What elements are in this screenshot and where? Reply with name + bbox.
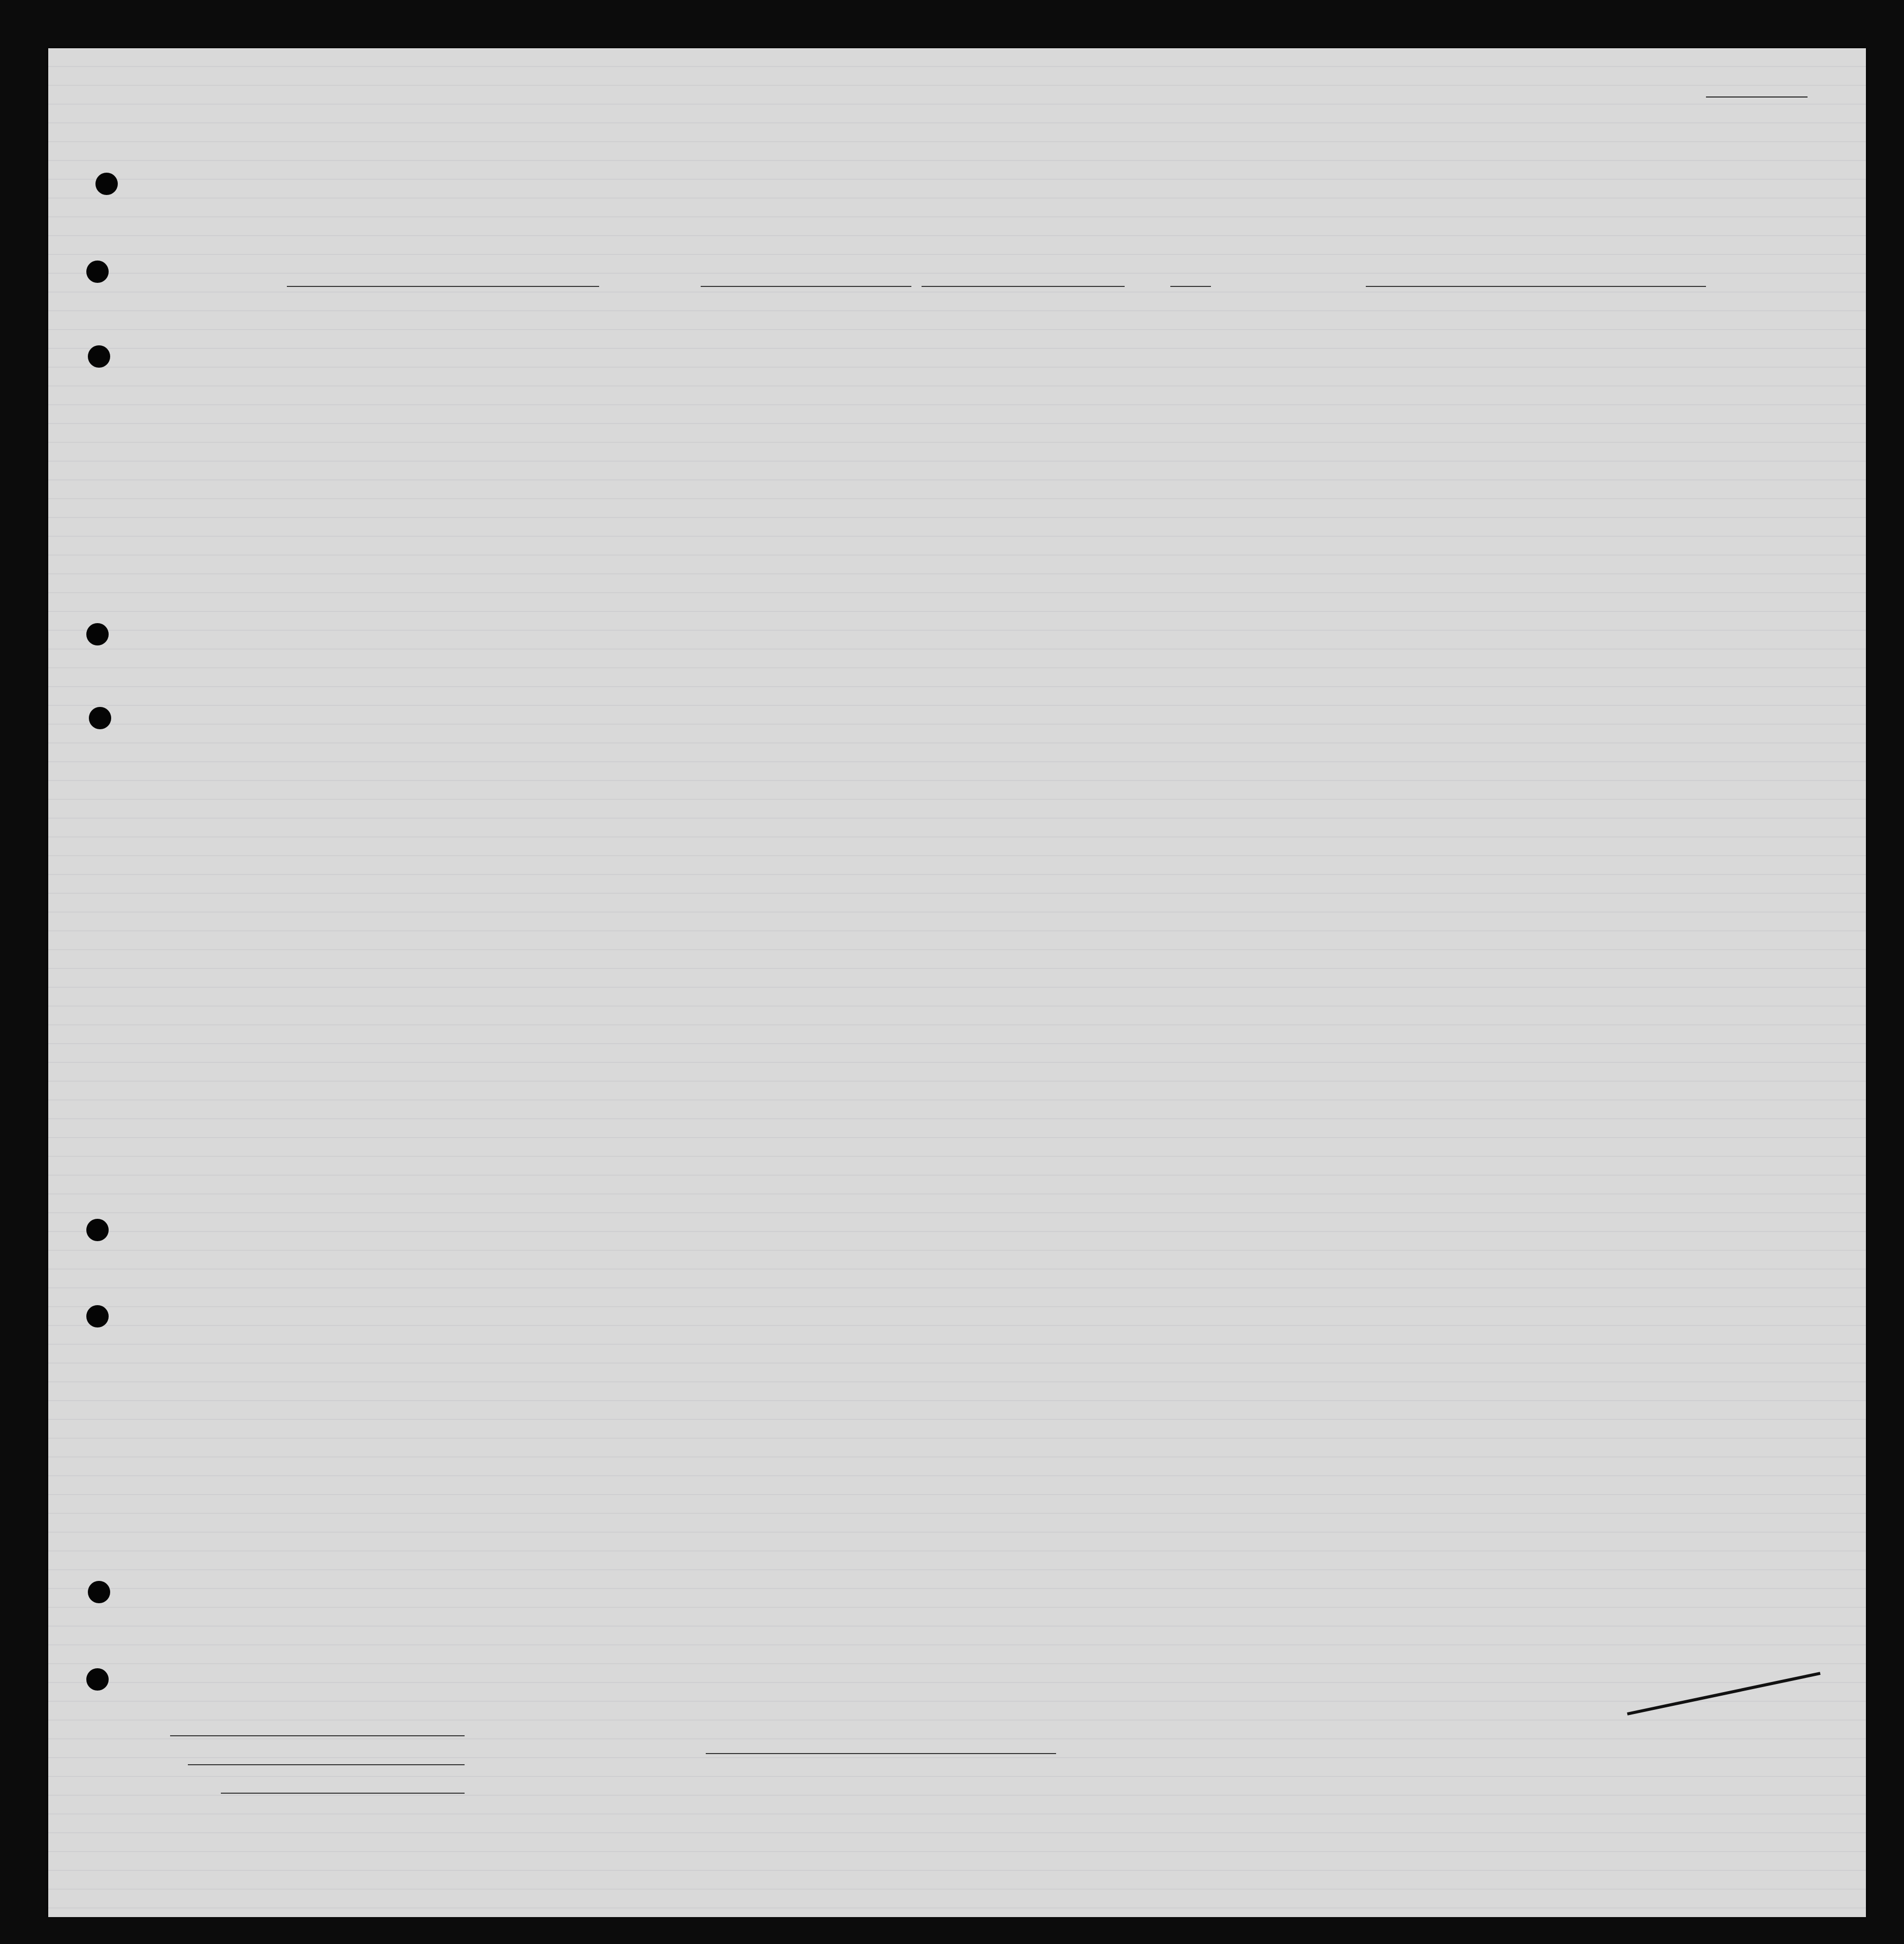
col1-header — [109, 297, 155, 304]
col9-header — [1290, 297, 1340, 322]
punch-hole — [86, 1668, 109, 1691]
col12-header — [1493, 297, 1594, 322]
inspector-underline — [706, 1753, 1056, 1754]
col6-header — [927, 297, 1109, 311]
manifest-sheet — [48, 48, 1866, 1917]
punch-hole — [88, 1581, 110, 1603]
col10-header — [1340, 297, 1391, 322]
owners-underline — [188, 1764, 465, 1765]
punch-hole — [88, 345, 110, 368]
col4-header — [693, 297, 790, 300]
col5-header — [790, 297, 927, 312]
local-agents-underline — [221, 1793, 465, 1794]
col8-header — [1226, 297, 1290, 311]
col2-header — [155, 297, 602, 304]
line-underline — [170, 1735, 465, 1736]
punch-hole — [95, 173, 118, 195]
col3-header — [602, 297, 693, 302]
col14-header — [1643, 297, 1691, 322]
punch-hole — [86, 623, 109, 645]
punch-hole — [86, 1305, 109, 1327]
manifest-grid — [48, 48, 1866, 1917]
punch-hole — [89, 707, 111, 729]
punch-hole — [86, 261, 109, 283]
punch-hole — [86, 1219, 109, 1241]
col13-header — [1594, 297, 1643, 322]
count-underline — [1622, 1658, 1825, 1719]
col15-header — [1691, 297, 1828, 307]
col11-header — [1391, 297, 1493, 322]
col7-header — [1109, 297, 1226, 311]
